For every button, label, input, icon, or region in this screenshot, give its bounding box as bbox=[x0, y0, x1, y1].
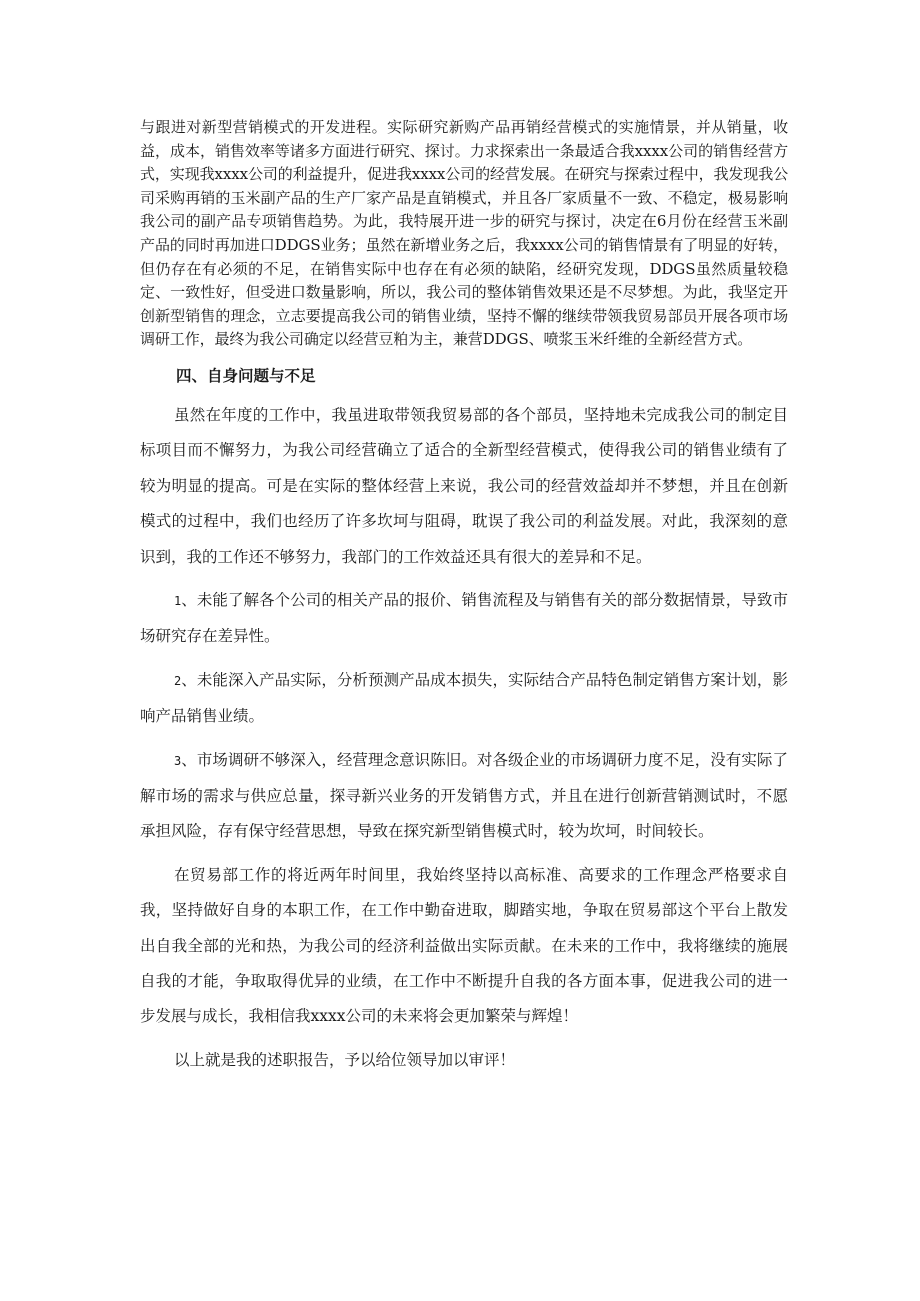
intro-paragraph: 与跟进对新型营销模式的开发进程。实际研究新购产品再销经营模式的实施情景，并从销量，收益，成本，销售效率等诸多方面进行研究、探讨。力求探索出一条最适合我xxxx公司的销售经营方式，实现我xxxx公司的利益提升，促进我xxxx公司的经营发展。在研究与探索过程中，我发现我公司采购再销的玉米副产品的生产厂家产品是直销模式，并且各厂家质量不一致、不稳定，极易影响我公司的副产品专项销售趋势。为此，我特展开进一步的研究与探讨，决定在6月份在经营玉米副产品的同时再加进口DDGS业务；虽然在新增业务之后，我xxxx公司的销售情景有了明显的好转，但仍存在有必须的不足，在销售实际中也存在有必须的缺陷，经研究发现，DDGS虽然质量较稳定、一致性好，但受进口数量影响，所以，我公司的整体销售效果还是不尽梦想。为此，我坚定开创新型销售的理念，立志要提高我公司的销售业绩，坚持不懈的继续带领我贸易部员开展各项市场调研工作，最终为我公司确定以经营豆粕为主，兼营DDGS、喷浆玉米纤维的全新经营方式。 bbox=[140, 118, 788, 349]
item-number: 2 bbox=[174, 673, 182, 688]
item-number: 3 bbox=[174, 753, 182, 768]
item-text: 未能了解各个公司的相关产品的报价、销售流程及与销售有关的部分数据情景，导致市场研究存在差异性。 bbox=[140, 590, 788, 646]
list-item bbox=[140, 583, 788, 655]
item-number: 1 bbox=[174, 593, 182, 608]
body-paragraph: 在贸易部工作的将近两年时间里，我始终坚持以高标准、高要求的工作理念严格要求自我，坚持做好自身的本职工作，在工作中勤奋进取，脚踏实地，争取在贸易部这个平台上散发出自我全部的光和热，为我公司的经济利益做出实际贡献。在未来的工作中，我将继续的施展自我的才能，争取取得优异的业绩，在工作中不断提升自我的各方面本事，促进我公司的进一步发展与成长，我相信我xxxx公司的未来将会更加繁荣与辉煌！ bbox=[140, 865, 788, 1026]
body-paragraph: 虽然在年度的工作中，我虽进取带领我贸易部的各个部员，坚持地未完成我公司的制定目标项目而不懈努力，为我公司经营确立了适合的全新型经营模式，使得我公司的销售业绩有了较为明显的提高。可是在实际的整体经营上来说，我公司的经营效益却并不梦想，并且在创新模式的过程中，我们也经历了许多坎坷与阻碍，耽误了我公司的利益发展。对此，我深刻的意识到，我的工作还不够努力，我部门的工作效益还具有很大的差异和不足。 bbox=[140, 405, 788, 566]
item-separator: 、 bbox=[181, 750, 197, 769]
item-text: 市场调研不够深入，经营理念意识陈旧。对各级企业的市场调研力度不足，没有实际了解市场的需求与供应总量，探寻新兴业务的开发销售方式，并且在进行创新营销测试时，不愿承担风险，存有保守经营思想，导致在探究新型销售模式时，较为坎坷，时间较长。 bbox=[140, 750, 788, 841]
item-separator: 、 bbox=[181, 670, 197, 689]
document-page bbox=[140, 116, 788, 1078]
item-separator: 、 bbox=[181, 590, 197, 609]
section-heading: 四、自身问题与不足 bbox=[176, 366, 316, 385]
item-text: 未能深入产品实际，分析预测产品成本损失，实际结合产品特色制定销售方案计划，影响产品销售业绩。 bbox=[140, 670, 788, 726]
closing-line: 以上就是我的述职报告，予以给位领导加以审评！ bbox=[174, 1050, 516, 1069]
list-item bbox=[140, 663, 788, 735]
list-item bbox=[140, 743, 788, 850]
